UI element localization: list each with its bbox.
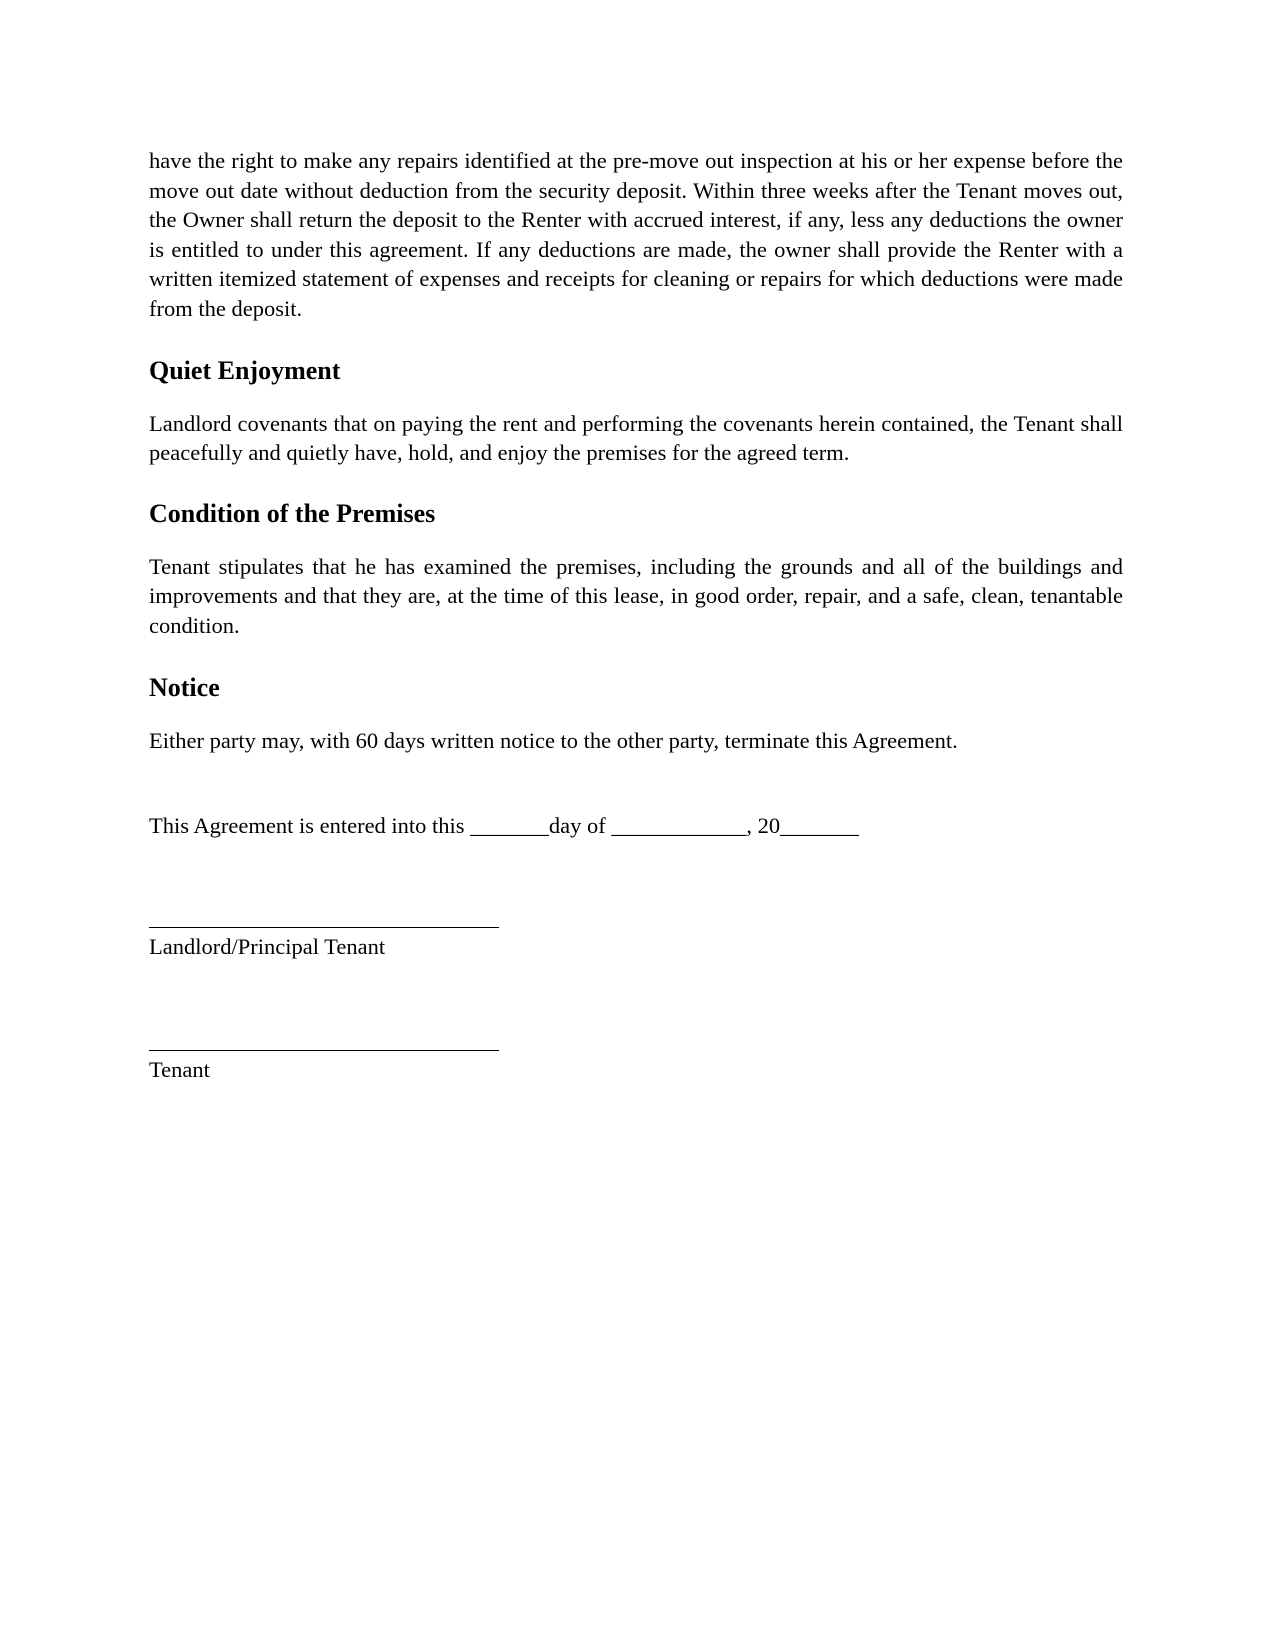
signature-block-tenant [149,1050,1123,1085]
section-heading-quiet-enjoyment: Quiet Enjoyment [149,355,341,385]
signature-line [149,927,499,928]
signature-label-landlord: Landlord/Principal Tenant [149,933,386,959]
signature-block-landlord [149,927,1123,962]
section-heading-condition-of-premises: Condition of the Premises [149,498,436,528]
section-body-condition-of-premises: Tenant stipulates that he has examined the premises, including the grounds and all of the buildings and improvements and that they are, at the time of this lease, in good order, repair, and a safe, clean, tenantable condition. [149,553,1123,638]
section-body-notice: Either party may, with 60 days written notice to the other party, terminate this Agreement. [149,727,958,753]
section-body-quiet-enjoyment: Landlord covenants that on paying the rent and performing the covenants herein contained, the Tenant shall peacefully and quietly have, hold, and enjoy the premises for the agreed term. [149,410,1123,466]
section-heading-notice: Notice [149,672,220,702]
document-page [149,146,1123,1085]
signature-line [149,1050,499,1051]
intro-paragraph: have the right to make any repairs identified at the pre-move out inspection at his or her expense before the move out date without deduction from the security deposit. Within three weeks after the Tenant moves out, the Owner shall return the deposit to the Renter with accrued interest, if any, less any deductions the owner is entitled to under this agreement. If any deductions are made, the owner shall provide the Renter with a written itemized statement of expenses and receipts for cleaning or repairs for which deductions were made from the deposit. [149,148,1123,321]
agreement-date-line: This Agreement is entered into this _______day of ____________, 20_______ [149,813,859,839]
signature-label-tenant: Tenant [149,1057,210,1083]
